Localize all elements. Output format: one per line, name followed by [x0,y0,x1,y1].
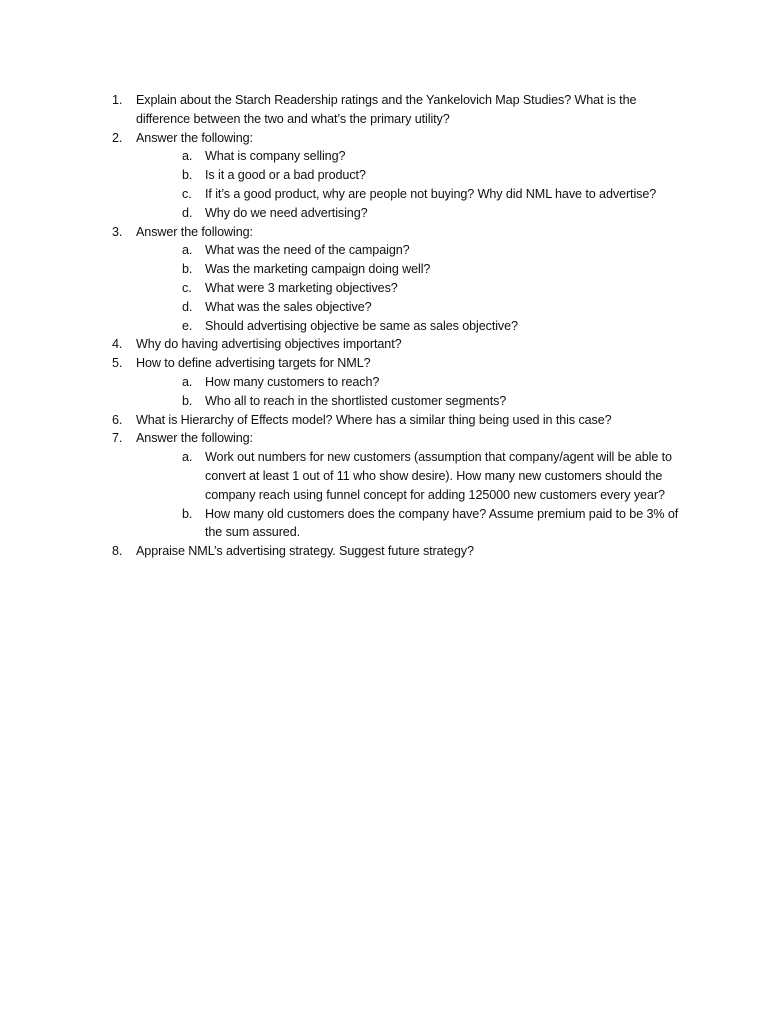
sub-question-letter: c. [182,280,192,295]
sub-question-list [136,147,682,222]
sub-question-letter: b. [182,262,193,277]
sub-question [136,185,682,204]
question-text: How to define advertising targets for NML? [136,356,371,371]
sub-question-letter: a. [182,374,193,389]
question-text: Answer the following: [136,130,253,145]
question-1 [112,91,682,129]
sub-question-text: How many customers to reach? [205,374,380,389]
question-number: 7. [112,431,123,446]
sub-question [136,166,682,185]
sub-question [136,147,682,166]
sub-question-letter: a. [182,243,193,258]
question-number: 5. [112,356,123,371]
question-7 [112,429,682,542]
sub-question-text: What were 3 marketing objectives? [205,280,398,295]
question-text: Why do having advertising objectives important? [136,337,402,352]
question-text: Answer the following: [136,224,253,239]
sub-question-list [136,448,682,542]
sub-question-text: How many old customers does the company have? Assume premium paid to be 3% of the sum assured. [205,506,679,540]
sub-question-letter: d. [182,205,193,220]
sub-question-text: What was the sales objective? [205,299,372,314]
sub-question-text: Why do we need advertising? [205,205,368,220]
sub-question [136,260,682,279]
sub-question-text: What was the need of the campaign? [205,243,410,258]
sub-question-letter: a. [182,450,193,465]
sub-question-letter: b. [182,168,193,183]
question-list [112,91,682,561]
sub-question [136,373,682,392]
sub-question-text: Work out numbers for new customers (assumption that company/agent will be able to convert at least 1 out of 11 who show desire). How many new customers should the company reach using funnel concept for adding 125000 new customers every year? [205,450,672,502]
question-number: 3. [112,224,123,239]
sub-question [136,392,682,411]
sub-question [136,317,682,336]
sub-question-letter: b. [182,393,193,408]
sub-question-text: What is company selling? [205,149,346,164]
sub-question-text: Who all to reach in the shortlisted customer segments? [205,393,507,408]
sub-question [136,204,682,223]
question-text: Appraise NML’s advertising strategy. Suggest future strategy? [136,544,474,559]
sub-question [136,448,682,504]
question-5 [112,354,682,410]
question-3 [112,223,682,336]
sub-question-letter: b. [182,506,193,521]
sub-question-text: Was the marketing campaign doing well? [205,262,431,277]
question-text: What is Hierarchy of Effects model? Where has a similar thing being used in this case? [136,412,612,427]
sub-question-text: Should advertising objective be same as sales objective? [205,318,518,333]
sub-question-text: If it’s a good product, why are people not buying? Why did NML have to advertise? [205,186,657,201]
question-number: 1. [112,93,123,107]
question-number: 4. [112,337,123,352]
question-number: 8. [112,544,123,559]
question-number: 2. [112,130,123,145]
question-text: Explain about the Starch Readership ratings and the Yankelovich Map Studies? What is the difference between the two and what’s the primary utility? [136,93,637,126]
sub-question [136,241,682,260]
question-number: 6. [112,412,123,427]
sub-question-letter: c. [182,186,192,201]
sub-question [136,505,682,543]
question-2 [112,129,682,223]
sub-question [136,279,682,298]
sub-question-list [136,241,682,335]
question-6 [112,411,682,430]
sub-question-letter: e. [182,318,193,333]
sub-question-letter: a. [182,149,193,164]
sub-question [136,298,682,317]
question-text: Answer the following: [136,431,253,446]
question-4 [112,335,682,354]
sub-question-text: Is it a good or a bad product? [205,168,366,183]
question-8 [112,542,682,561]
sub-question-letter: d. [182,299,193,314]
sub-question-list [136,373,682,411]
